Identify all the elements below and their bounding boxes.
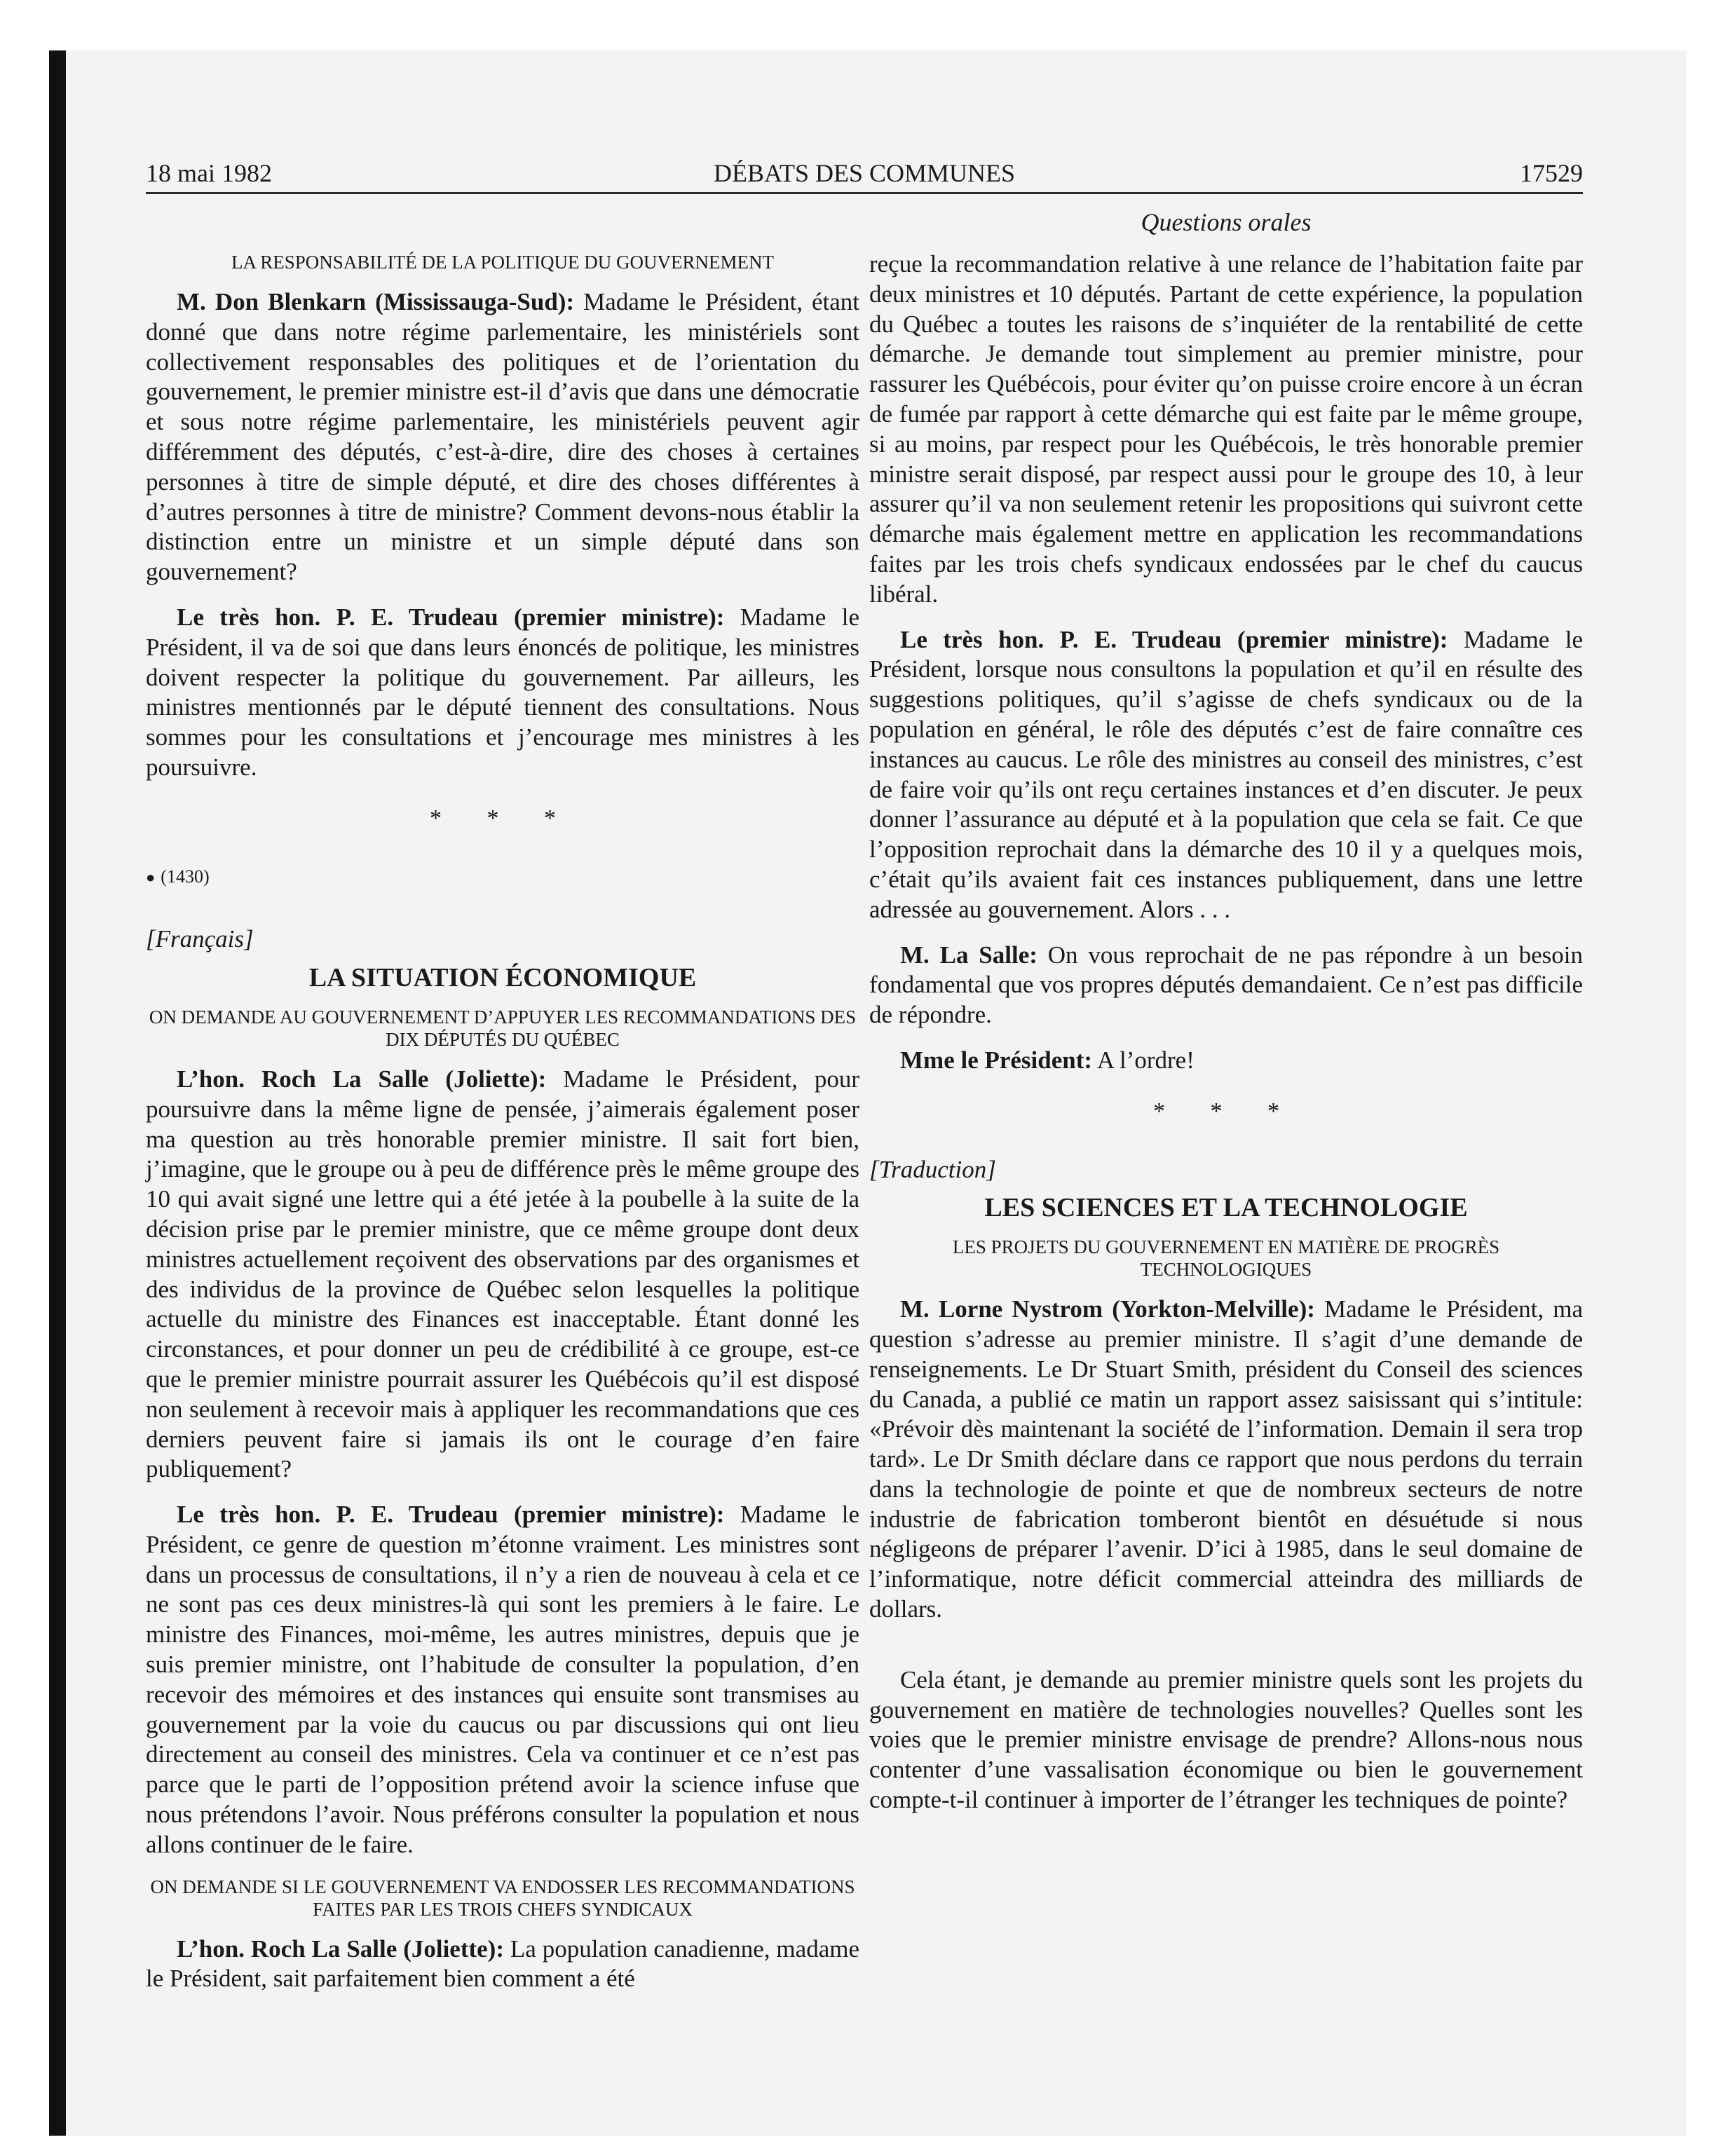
speech-paragraph xyxy=(146,1065,859,1485)
section-subheading: LA RESPONSABILITÉ DE LA POLITIQUE DU GOUVERNEMENT xyxy=(231,252,774,273)
paragraph-gap xyxy=(869,1640,1583,1665)
speech-paragraph xyxy=(146,287,859,587)
speaker-name: M. Don Blenkarn (Mississauga-Sud): xyxy=(177,288,575,315)
speech-text: La population canadienne, madame le Président, sait parfaitement bien comment a été xyxy=(146,1935,859,1993)
speech-text: Madame le Président, ce genre de question m’étonne vraiment. Les ministres sont dans un processus de consultations, il n’y a rien de nouveau à cela et ce ne sont pas ces deux ministres-là qui sont les premiers à le faire. Le ministre des Finances, moi-même, les autres ministres, depuis que je suis premier ministre, ont l’habitude de consulter la population, d’en recevoir des mémoires et des instances qui ensuite sont transmises au gouvernement par la voie du caucus ou par discussions qui ont lieu directement au conseil des ministres. Cela va continuer et ce n’est pas parce que le parti de l’opposition prétend avoir la science infuse que nous prétendons l’avoir. Nous préférons consulter la population et nous allons continuer de le faire. xyxy=(146,1501,859,1858)
right-column xyxy=(869,250,1583,1831)
section-subheading: ON DEMANDE AU GOUVERNEMENT D’APPUYER LES RECOMMANDATIONS DES DIX DÉPUTÉS DU QUÉBEC xyxy=(149,1006,857,1050)
language-tag: [Traduction] xyxy=(869,1155,996,1183)
speech-text: Madame le Président, pour poursuivre dans la même ligne de pensée, j’aimerais également poser ma question au très honorable premier ministre. Il sait fort bien, j’imagine, que le groupe ou à peu de différence près le même groupe des 10 qui avait signé une lettre qui a été jetée à la poubelle à la suite de la décision prise par le premier ministre, que ce même groupe dont deux ministres actuellement reçoivent des observations par des organismes et des individus de la province de Québec selon lesquelles la politique actuelle du ministre des Finances est inacceptable. Étant donné les circonstances, et pour donner un peu de crédibilité à ce groupe, est-ce que le premier ministre pourrait assurer les Québécois qu’il est disposé non seulement à recevoir mais à appliquer les recommandations que ces derniers peuvent faire si jamais ils ont le courage d’en faire publiquement? xyxy=(146,1065,859,1483)
speech-paragraph xyxy=(146,1935,859,1995)
speech-paragraph xyxy=(869,1046,1583,1076)
header-rule xyxy=(146,192,1583,194)
page-number: 17529 xyxy=(1520,159,1583,187)
section-subheading: ON DEMANDE SI LE GOUVERNEMENT VA ENDOSSER LES RECOMMANDATIONS FAITES PAR LES TROIS CHEFS SYNDICAUX xyxy=(150,1876,855,1920)
speaker-name: Mme le Président: xyxy=(900,1046,1093,1074)
bullet-icon: ● xyxy=(146,868,156,886)
header-title: DÉBATS DES COMMUNES xyxy=(713,159,1016,187)
time-marker xyxy=(146,862,859,893)
speech-paragraph: Cela étant, je demande au premier ministre quels sont les projets du gouvernement en matière de technologies nouvelles? Quelles sont les voies que le premier ministre envisage de prendre? Allons-nous nous contenter d’une vassalisation économique ou bien le gouvernement compte-t-il continuer à importer de l’étranger les techniques de pointe? xyxy=(869,1665,1583,1814)
speech-text: Madame le Président, il va de soi que dans leurs énoncés de politique, les ministres doivent respecter la politique du gouvernement. Par ailleurs, les ministres mentionnés par le député tiennent des consultations. Nous sommes pour les consultations et j’encourage mes ministres à les poursuivre. xyxy=(146,603,859,781)
header-date: 18 mai 1982 xyxy=(146,159,272,187)
section-label: Questions orales xyxy=(1141,208,1312,236)
section-subheading: LES PROJETS DU GOUVERNEMENT EN MATIÈRE DE PROGRÈS TECHNOLOGIQUES xyxy=(952,1236,1500,1281)
speaker-name: M. Lorne Nystrom (Yorkton-Melville): xyxy=(900,1295,1315,1323)
language-tag: [Français] xyxy=(146,925,254,953)
speaker-name: L’hon. Roch La Salle (Joliette): xyxy=(177,1065,547,1093)
speaker-name: L’hon. Roch La Salle (Joliette): xyxy=(177,1935,504,1963)
speech-paragraph xyxy=(869,941,1583,1030)
section-heading: LES SCIENCES ET LA TECHNOLOGIE xyxy=(984,1193,1468,1223)
running-head xyxy=(146,156,1583,192)
speaker-name: Le très hon. P. E. Trudeau (premier ministre): xyxy=(177,603,725,631)
speaker-name: M. La Salle: xyxy=(900,941,1037,969)
speech-paragraph xyxy=(869,625,1583,925)
speech-paragraph xyxy=(146,603,859,783)
section-separator: * * * xyxy=(1153,1098,1299,1124)
time-marker-text: (1430) xyxy=(161,866,210,887)
speech-paragraph xyxy=(869,1295,1583,1625)
speech-text: Madame le Président, lorsque nous consultons la population et qu’il en résulte des suggestions politiques, qu’il s’agisse de chefs syndicaux ou de la population en général, le rôle des députés c’est de faire connaître ces instances au caucus. Le rôle des ministres au conseil des ministres, c’est de faire voir qu’ils ont reçu certaines instances et d’en discuter. Je peux donner l’assurance au député et à la population que cela se fait. Ce que l’opposition reprochait dans la démarche des 10 il y a quelques mois, c’était qu’ils avaient fait ces instances publiquement, dans une lettre adressée au gouvernement. Alors . . . xyxy=(869,625,1583,923)
speech-text: Madame le Président, ma question s’adresse au premier ministre. Il s’agit d’une demande de renseignements. Le Dr Stuart Smith, président du Conseil des sciences du Canada, a publié ce matin un rapport assez saisissant qui s’intitule: «Prévoir dès maintenant la société de l’information. Demain il sera trop tard». Le Dr Smith déclare dans ce rapport que nous perdons du terrain dans la technologie de pointe et que de nombreux secteurs de notre industrie de fabrication tomberont bientôt en désuétude si nous négligeons de préparer l’avenir. D’ici à 1985, dans le seul domaine de l’informatique, notre déficit commercial atteindra des milliards de dollars. xyxy=(869,1295,1583,1623)
section-heading: LA SITUATION ÉCONOMIQUE xyxy=(308,963,697,993)
speaker-name: Le très hon. P. E. Trudeau (premier ministre): xyxy=(177,1501,725,1529)
speech-text: On vous reprochait de ne pas répondre à un besoin fondamental que vos propres députés demandaient. Ce n’est pas difficile de répondre. xyxy=(869,941,1584,1029)
speech-text: Madame le Président, étant donné que dans notre régime parlementaire, les ministériels sont collectivement responsables des politiques et de l’orientation du gouvernement, le premier ministre est-il d’avis que dans une démocratie et sous notre régime parlementaire, les ministériels peuvent agir différemment des députés, c’est-à-dire, dire des choses à certaines personnes à titre de simple député, et dire des choses différentes à d’autres personnes à titre de ministre? Comment devons-nous établir la distinction entre un ministre et un simple député dans son gouvernement? xyxy=(146,288,860,586)
binding-edge xyxy=(49,50,66,2136)
speaker-name: Le très hon. P. E. Trudeau (premier ministre): xyxy=(900,625,1448,653)
section-separator: * * * xyxy=(430,805,576,831)
speech-text: A l’ordre! xyxy=(1092,1046,1195,1074)
left-column xyxy=(146,245,859,2010)
speech-paragraph: reçue la recommandation relative à une relance de l’habitation faite par deux ministres et 10 députés. Partant de cette expérience, la population du Québec a toutes les raisons de s’inquiéter de la rentabilité de cette démarche. Je demande tout simplement au premier ministre, pour rassurer les Québécois, pour éviter qu’on puisse croire encore à un écran de fumée par rapport à cette démarche qui est faite par le même groupe, si au moins, par respect pour les Québécois, le très honorable premier ministre serait disposé, par respect aussi pour le groupe des 10, à leur assurer qu’il va non seulement retenir les propositions qui suivront cette démarche mais également mettre en application les recommandations faites par les trois chefs syndicaux endossées par le chef du caucus libéral. xyxy=(869,250,1583,608)
speech-paragraph xyxy=(146,1500,859,1860)
